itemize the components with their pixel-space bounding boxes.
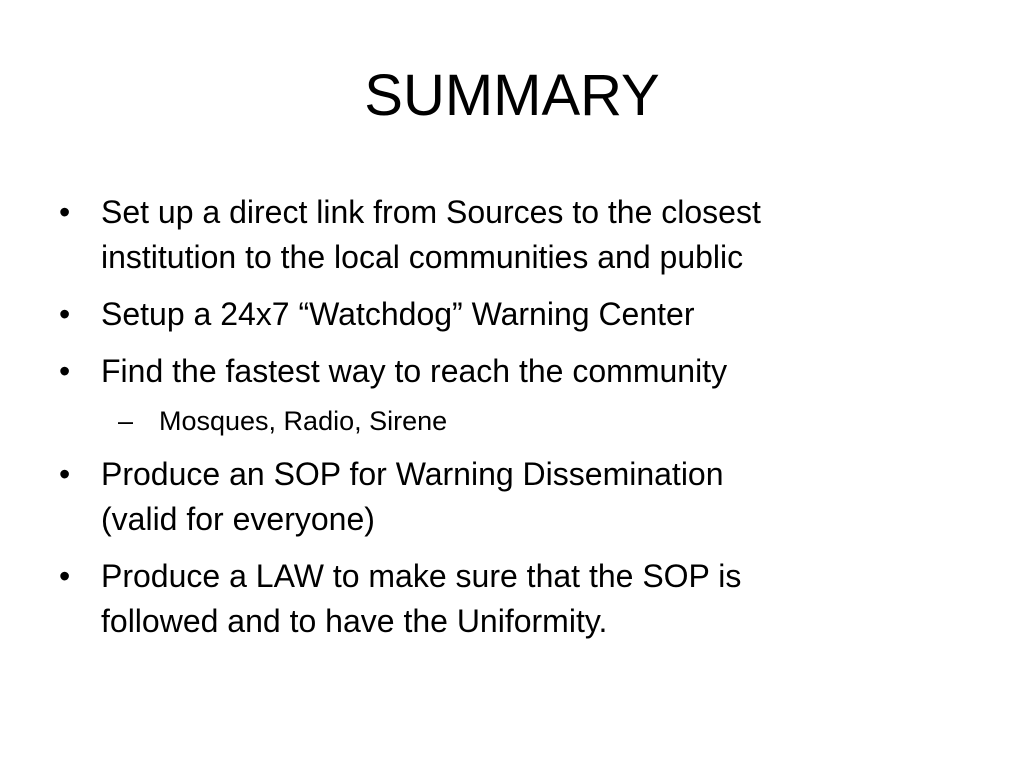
bullet-marker: • [59, 296, 71, 332]
bullet-item [56, 349, 956, 440]
bullet-marker: • [59, 456, 71, 492]
sub-bullet-item [115, 402, 956, 440]
bullet-item [56, 292, 956, 337]
slide-title: SUMMARY [364, 63, 660, 128]
bullet-text-line: Produce an SOP for Warning Dissemination [101, 456, 724, 492]
bullet-text-line: Find the fastest way to reach the community [101, 353, 728, 389]
sub-bullet-marker: – [118, 406, 134, 436]
bullet-marker: • [59, 194, 71, 230]
sub-bullet-list [101, 402, 956, 440]
bullet-item [56, 452, 956, 542]
bullet-marker: • [59, 558, 71, 594]
sub-bullet-text: Mosques, Radio, Sirene [159, 406, 448, 436]
bullet-text-line: Produce a LAW to make sure that the SOP is [101, 558, 742, 594]
bullet-text-line: followed and to have the Uniformity. [101, 603, 608, 639]
bullet-text-line: (valid for everyone) [101, 501, 375, 537]
bullet-text-line: Set up a direct link from Sources to the closest [101, 194, 761, 230]
bullet-marker: • [59, 353, 71, 389]
bullet-text-line: institution to the local communities and public [101, 239, 744, 275]
bullet-list [56, 190, 956, 656]
bullet-item [56, 554, 956, 644]
bullet-item [56, 190, 956, 280]
bullet-text-line: Setup a 24x7 “Watchdog” Warning Center [101, 296, 695, 332]
